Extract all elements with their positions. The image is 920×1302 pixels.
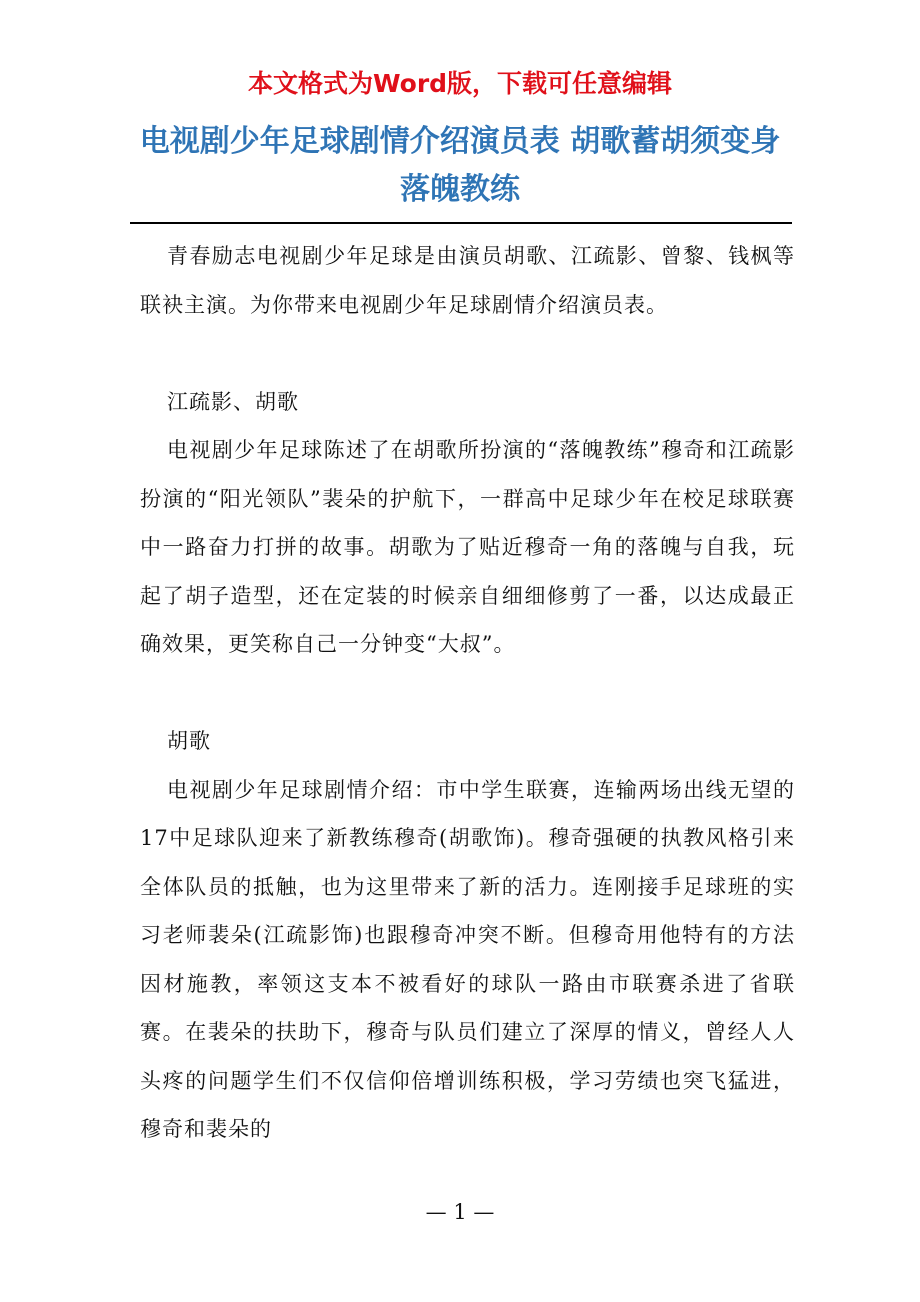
format-notice: 本文格式为Word版，下载可任意编辑 [247,69,673,98]
document-body [140,232,795,1154]
title-divider [130,222,792,224]
page-number: — 1 — [425,1200,495,1224]
paragraph-gap [140,329,795,378]
section-heading-2: 胡歌 [167,729,211,753]
section-heading-1: 江疏影、胡歌 [167,389,299,414]
section-paragraph-2: 电视剧少年足球剧情介绍：市中学生联赛，连输两场出线无望的17中足球队迎来了新教练穆奇(胡歌饰)。穆奇强硬的执教风格引来全体队员的抵触，也为这里带来了新的活力。连刚接手足球班的实习老师裴朵(江疏影饰)也跟穆奇冲突不断。但穆奇用他特有的方法因材施教，率领这支本不被看好的球队一路由市联赛杀进了省联赛。在裴朵的扶助下，穆奇与队员们建立了深厚的情义，曾经人人头疼的问题学生们不仅信仰倍增训练积极，学习劳绩也突飞猛进，穆奇和裴朵的 [140,777,795,1141]
paragraph-gap [140,669,795,718]
section-paragraph-1: 电视剧少年足球陈述了在胡歌所扮演的“落魄教练”穆奇和江疏影扮演的“阳光领队”裴朵的护航下，一群高中足球少年在校足球联赛中一路奋力打拼的故事。胡歌为了贴近穆奇一角的落魄与自我，玩起了胡子造型，还在定装的时候亲自细细修剪了一番，以达成最正确效果，更笑称自己一分钟变“大叔”。 [140,438,795,656]
document-title: 电视剧少年足球剧情介绍演员表 胡歌蓄胡须变身落魄教练 [139,124,781,207]
intro-paragraph: 青春励志电视剧少年足球是由演员胡歌、江疏影、曾黎、钱枫等联袂主演。为你带来电视剧少年足球剧情介绍演员表。 [140,244,795,317]
